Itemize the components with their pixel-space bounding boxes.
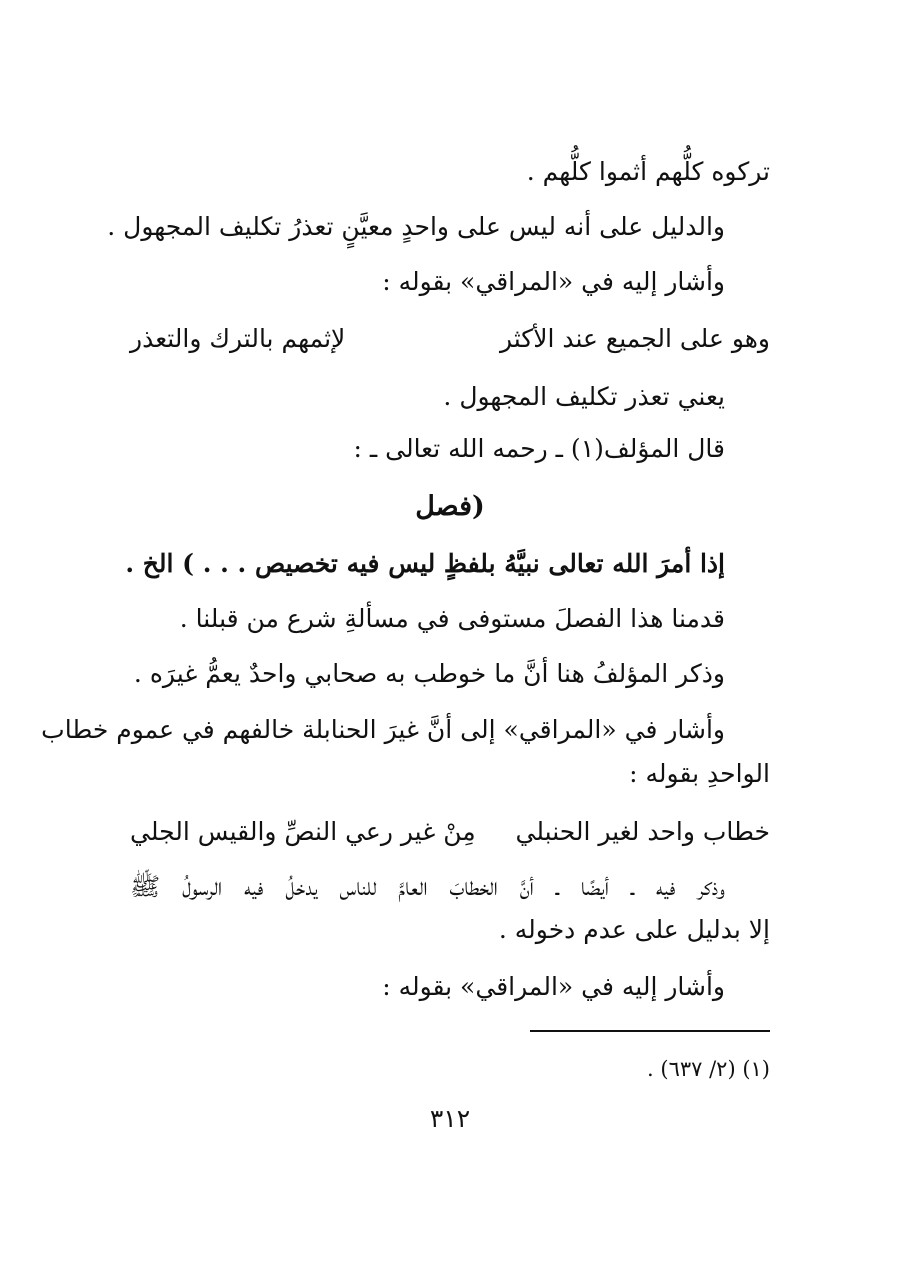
text-line-7: قدمنا هذا الفصلَ مستوفى في مسألةِ شرع من قبلنا . bbox=[179, 604, 725, 633]
text-line-6: إذا أمرَ الله تعالى نبيَّهُ بلفظٍ ليس فيه تخصيص . . . ) الخ . bbox=[125, 549, 725, 578]
verse-2-second-hemistich: مِنْ غير رعي النصِّ والقيس الجلي bbox=[130, 817, 476, 846]
verse-2 bbox=[130, 815, 770, 849]
text-line-10: الواحدِ بقوله : bbox=[629, 759, 770, 788]
verse-2-first-hemistich: خطاب واحد لغير الحنبلي bbox=[515, 817, 770, 846]
footnote: (١) (٢/ ٦٣٧) . bbox=[647, 1057, 770, 1081]
footnote-divider bbox=[530, 1030, 770, 1032]
section-heading: (فصل bbox=[415, 491, 485, 522]
text-line-13: وأشار إليه في «المراقي» بقوله : bbox=[382, 972, 725, 1001]
text-line-12: إلا بدليل على عدم دخوله . bbox=[498, 915, 770, 944]
page-number: ٣١٢ bbox=[429, 1104, 471, 1133]
text-line-1: تركوه كلُّهم أثموا كلُّهم . bbox=[526, 157, 770, 186]
text-line-9: وأشار في «المراقي» إلى أنَّ غيرَ الحنابلة خالفهم في عموم خطاب bbox=[41, 715, 725, 744]
text-line-4: يعني تعذر تكليف المجهول . bbox=[443, 382, 725, 411]
verse-1 bbox=[130, 322, 770, 356]
verse-1-second-hemistich: لإثمهم بالترك والتعذر bbox=[130, 324, 346, 353]
text-line-2: والدليل على أنه ليس على واحدٍ معيَّنٍ تعذرُ تكليف المجهول . bbox=[107, 212, 725, 241]
text-line-11: وذكر فيه ـ أيضًا ـ أنَّ الخطابَ العامَّ للناس يدخلُ فيه الرسولُ ﷺ bbox=[130, 872, 725, 901]
text-line-8: وذكر المؤلفُ هنا أنَّ ما خوطب به صحابي واحدٌ يعمُّ غيرَه . bbox=[133, 659, 725, 688]
text-line-3: وأشار إليه في «المراقي» بقوله : bbox=[382, 267, 725, 296]
text-line-5: قال المؤلف(١) ـ رحمه الله تعالى ـ : bbox=[353, 434, 725, 463]
verse-1-first-hemistich: وهو على الجميع عند الأكثر bbox=[499, 324, 770, 353]
